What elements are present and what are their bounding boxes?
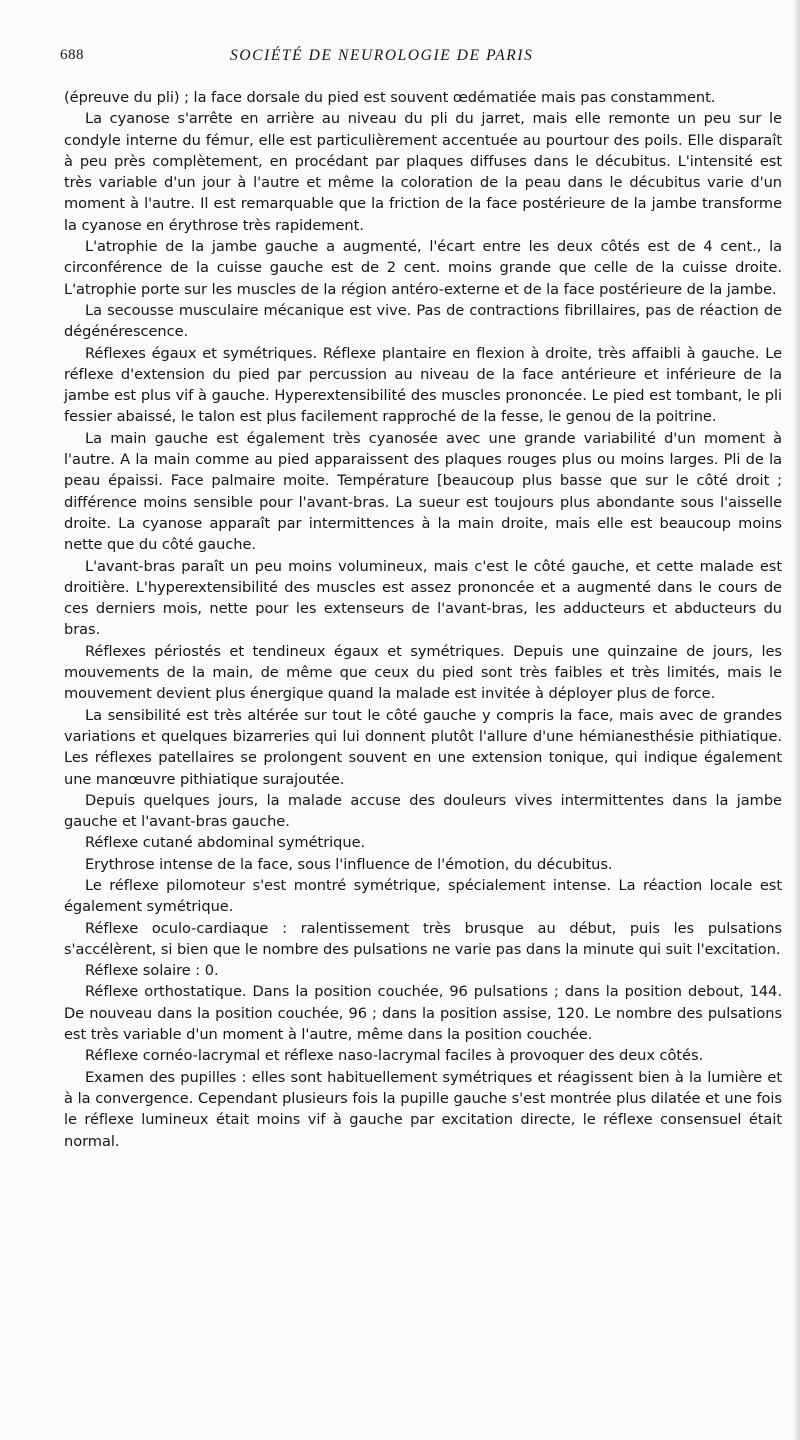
paragraph-8: Réflexes périostés et tendineux égaux et symétriques. Depuis une quinzaine de jours, les mouvements de la main, de même que ceux du pied sont très faibles et très limités, mais le mouvement devient plus énergique quand la malade est invitée à déployer plus de force. <box>64 642 782 703</box>
paragraph-4: La secousse musculaire mécanique est vive. Pas de contractions fibrillaires, pas de réaction de dégénérescence. <box>64 301 782 341</box>
paragraph-15: Réflexe solaire : 0. <box>85 962 219 980</box>
paragraph-5: Réflexes égaux et symétriques. Réflexe plantaire en flexion à droite, très affaibli à gauche. Le réflexe d'extension du pied par percussion au niveau de la face antérieure et inférieure de la jambe est plus vif à gauche. Hyperextensibilité des muscles prononcée. Le pied est tombant, le pli fessier abaissé, le talon est plus facilement rapproché de la fesse, le genou de la poitrine. <box>64 344 782 426</box>
paragraph-13: Le réflexe pilomoteur s'est montré symétrique, spécialement intense. La réaction locale est également symétrique. <box>64 876 782 916</box>
paragraph-6: La main gauche est également très cyanosée avec une grande variabilité d'un moment à l'autre. A la main comme au pied apparaissent des plaques rouges plus ou moins larges. Pli de la peau épaissi. Face palmaire moite. Température [beaucoup plus basse que sur le côté droit ; différence moins sensible pour l'avant-bras. La sueur est toujours plus abondante sous l'aisselle droite. La cyanose apparaît par intermittences à la main droite, mais elle est beaucoup moins nette que du côté gauche. <box>64 429 782 554</box>
page-edge-shadow <box>794 0 800 1440</box>
page-number: 688 <box>60 47 84 63</box>
paragraph-7: L'avant-bras paraît un peu moins volumineux, mais c'est le côté gauche, et cette malade est droitière. L'hyperextensibilité des muscles est assez prononcée et a augmenté dans le cours de ces derniers mois, nette pour les extenseurs de l'avant-bras, les adducteurs et abducteurs du bras. <box>64 557 782 639</box>
paragraph-14: Réflexe oculo-cardiaque : ralentissement très brusque au début, puis les pulsations s'accélèrent, si bien que le nombre des pulsations ne varie pas dans la minute qui suit l'excitation. <box>64 919 782 958</box>
running-head: SOCIÉTÉ DE NEUROLOGIE DE PARIS <box>230 47 534 64</box>
paragraph-18: Examen des pupilles : elles sont habituellement symétriques et réagissent bien à la lumière et à la convergence. Cependant plusieurs fois la pupille gauche s'est montrée plus dilatée et une fois le réflexe lumineux était moins vif à gauche par excitation directe, le réflexe consensuel était normal. <box>64 1068 782 1150</box>
page-header <box>60 47 778 69</box>
paragraph-9: La sensibilité est très altérée sur tout le côté gauche y compris la face, mais avec de grandes variations et quelques bizarreries qui lui donnent plutôt l'allure d'une hémianesthésie pithiatique. Les réflexes patellaires se prolongent souvent en une extension tonique, qui indique également une manœuvre pithiatique surajoutée. <box>64 706 782 788</box>
paragraph-12: Erythrose intense de la face, sous l'influence de l'émotion, du décubitus. <box>85 855 613 873</box>
paragraph-16: Réflexe orthostatique. Dans la position couchée, 96 pulsations ; dans la position debout, 144. De nouveau dans la position couchée, 96 ; dans la position assise, 120. Le nombre des pulsations est très variable d'un moment à l'autre, même dans la position couchée. <box>64 983 782 1044</box>
paragraph-11: Réflexe cutané abdominal symétrique. <box>85 834 366 852</box>
paragraph-2: La cyanose s'arrête en arrière au niveau du pli du jarret, mais elle remonte un peu sur le condyle interne du fémur, elle est particulièrement accentuée au pourtour des poils. Elle disparaît à peu près complètement, en procédant par plaques diffuses dans le décubitus. L'intensité est très variable d'un jour à l'autre et même la coloration de la peau dans le décubitus varie d'un moment à l'autre. Il est remarquable que la friction de la face postérieure de la jambe transforme la cyanose en érythrose très rapidement. <box>64 110 782 234</box>
paragraph-3: L'atrophie de la jambe gauche a augmenté, l'écart entre les deux côtés est de 4 cent., la circonférence de la cuisse gauche est de 2 cent. moins grande que celle de la cuisse droite. L'atrophie porte sur les muscles de la région antéro-externe et de la face postérieure de la jambe. <box>64 238 782 298</box>
paragraph-1: (épreuve du pli) ; la face dorsale du pied est souvent œdématiée mais pas constamment. <box>64 89 716 106</box>
body-text <box>64 87 782 1152</box>
paragraph-17: Réflexe cornéo-lacrymal et réflexe naso-lacrymal faciles à provoquer des deux côtés. <box>85 1047 704 1065</box>
paragraph-10: Depuis quelques jours, la malade accuse des douleurs vives intermittentes dans la jambe gauche et l'avant-bras gauche. <box>64 791 782 831</box>
